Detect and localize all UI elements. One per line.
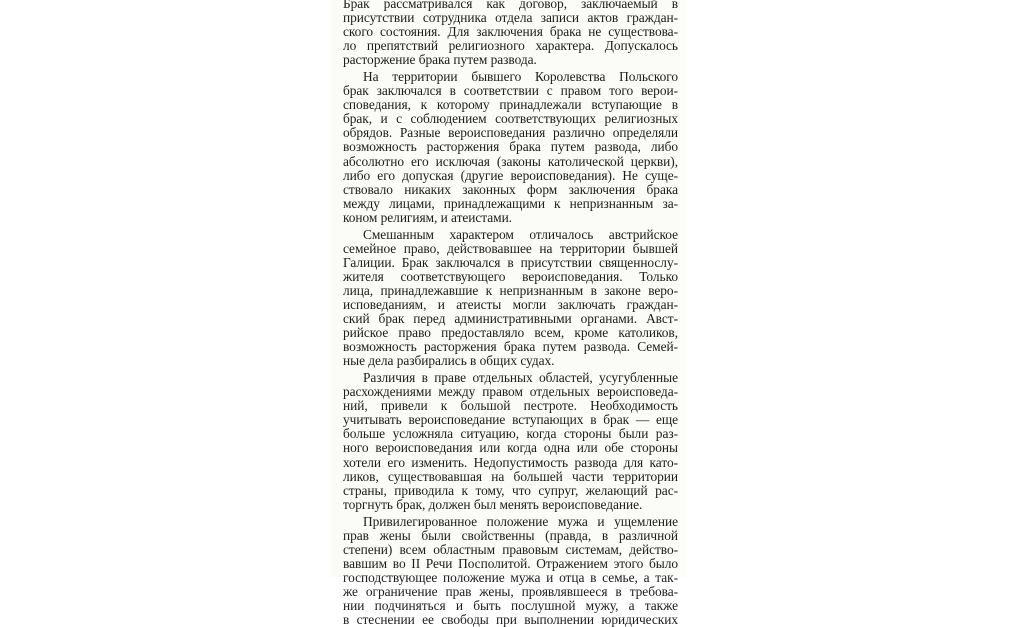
text-line: Галиции. Брак заключался в присутствии священнослу- [343, 254, 678, 270]
text-line: расторжение брака путем развода. [343, 52, 537, 68]
paragraph-5 [343, 515, 678, 627]
text-line: страны, приводила к тому, что супруг, желающий рас- [343, 482, 678, 498]
text-line: обрядов. Разные вероисповедания различно определяли [343, 125, 678, 141]
text-line: возможность расторжения брака путем развода. Семей- [343, 339, 678, 355]
text-line: жителя соответствующего вероисповедания. Только [343, 268, 678, 284]
text-line: господствующее положение мужа и отца в семье, а так- [343, 569, 678, 585]
paragraph-3 [343, 228, 678, 368]
text-line: хотели его изменить. Недопустимость развода для като- [343, 454, 678, 470]
text-line: же ограничение прав жены, проявлявшееся в требова- [343, 583, 678, 599]
text-line: коном религиям, и атеистами. [343, 209, 512, 225]
text-line: присутствии сотрудника отдела записи актов граждан- [343, 10, 678, 26]
scanned-page [331, 0, 686, 627]
text-line: абсолютно его исключая (законы католической церкви), [343, 153, 678, 169]
text-line: споведания, к которому принадлежали вступающие в [343, 97, 678, 113]
text-line: брак заключался в соответствии с правом того верои- [343, 83, 678, 99]
text-line: торгнуть брак, должен был менять вероисповедание. [343, 496, 643, 512]
text-line: ло препятствий религиозного характера. Допускалось [343, 38, 678, 54]
text-line: ные дела разбирались в общих судах. [343, 353, 555, 369]
text-line: Брак рассматривался как договор, заключаемый в [343, 0, 678, 11]
text-line: ний, привели к большой пестроте. Необходимость [343, 398, 678, 414]
text-line: прав жены были свойственны (правда, в различной [343, 527, 678, 543]
text-line: брак, и с соблюдением соответствующих религиозных [343, 111, 678, 127]
text-line: Привилегированное положение мужа и ущемление [363, 513, 678, 529]
text-line: лица, принадлежавшие к непризнанным в законе веро- [343, 282, 678, 298]
text-line: расхождениями между правом отдельных вероисповеда- [343, 384, 678, 400]
text-line: Смешанным характером отличалось австрийское [363, 226, 678, 242]
text-line: ного вероисповедания или когда одна или обе стороны [343, 440, 678, 456]
paragraph-1 [343, 0, 678, 67]
text-line: учитывать вероисповедание вступающих в брак — еще [343, 412, 678, 428]
text-line: в стеснении ее свободы при выполнении юридических [343, 612, 678, 627]
text-line: между лицами, принадлежащими к непризнанным за- [343, 195, 678, 211]
text-line: ского состояния. Для заключения брака не существова- [343, 24, 678, 40]
paragraph-4 [343, 371, 678, 511]
text-line: исповеданиям, и атеисты могли заключать граждан- [343, 296, 678, 312]
text-line: возможность расторжения брака путем развода, либо [343, 139, 678, 155]
text-line: либо его допуская (другие вероисповедания). Не суще- [343, 167, 678, 183]
text-line: степени) всем областным правовым системам, действо- [343, 541, 678, 557]
text-line: семейное право, действовавшее на территории бывшей [343, 240, 678, 256]
text-line: больше усложняла ситуацию, когда стороны были раз- [343, 426, 678, 442]
text-line: ский брак перед административными органами. Авст- [343, 311, 678, 327]
text-line: ликов, существовавшая на большей части территории [343, 468, 678, 484]
text-line: ствовало никаких законных форм заключения брака [343, 181, 678, 197]
text-line: На территории бывшего Королевства Польского [363, 69, 678, 85]
text-line: вавшим во II Речи Посполитой. Отражением этого было [343, 555, 678, 571]
text-line: Различия в праве отдельных областей, усугубленные [363, 370, 678, 386]
text-line: рийское право предоставляло всем, кроме католиков, [343, 325, 678, 341]
text-line: нии подчиняться и быть послушной мужу, а также [343, 597, 678, 613]
paragraph-2 [343, 70, 678, 225]
document-text [331, 0, 686, 627]
